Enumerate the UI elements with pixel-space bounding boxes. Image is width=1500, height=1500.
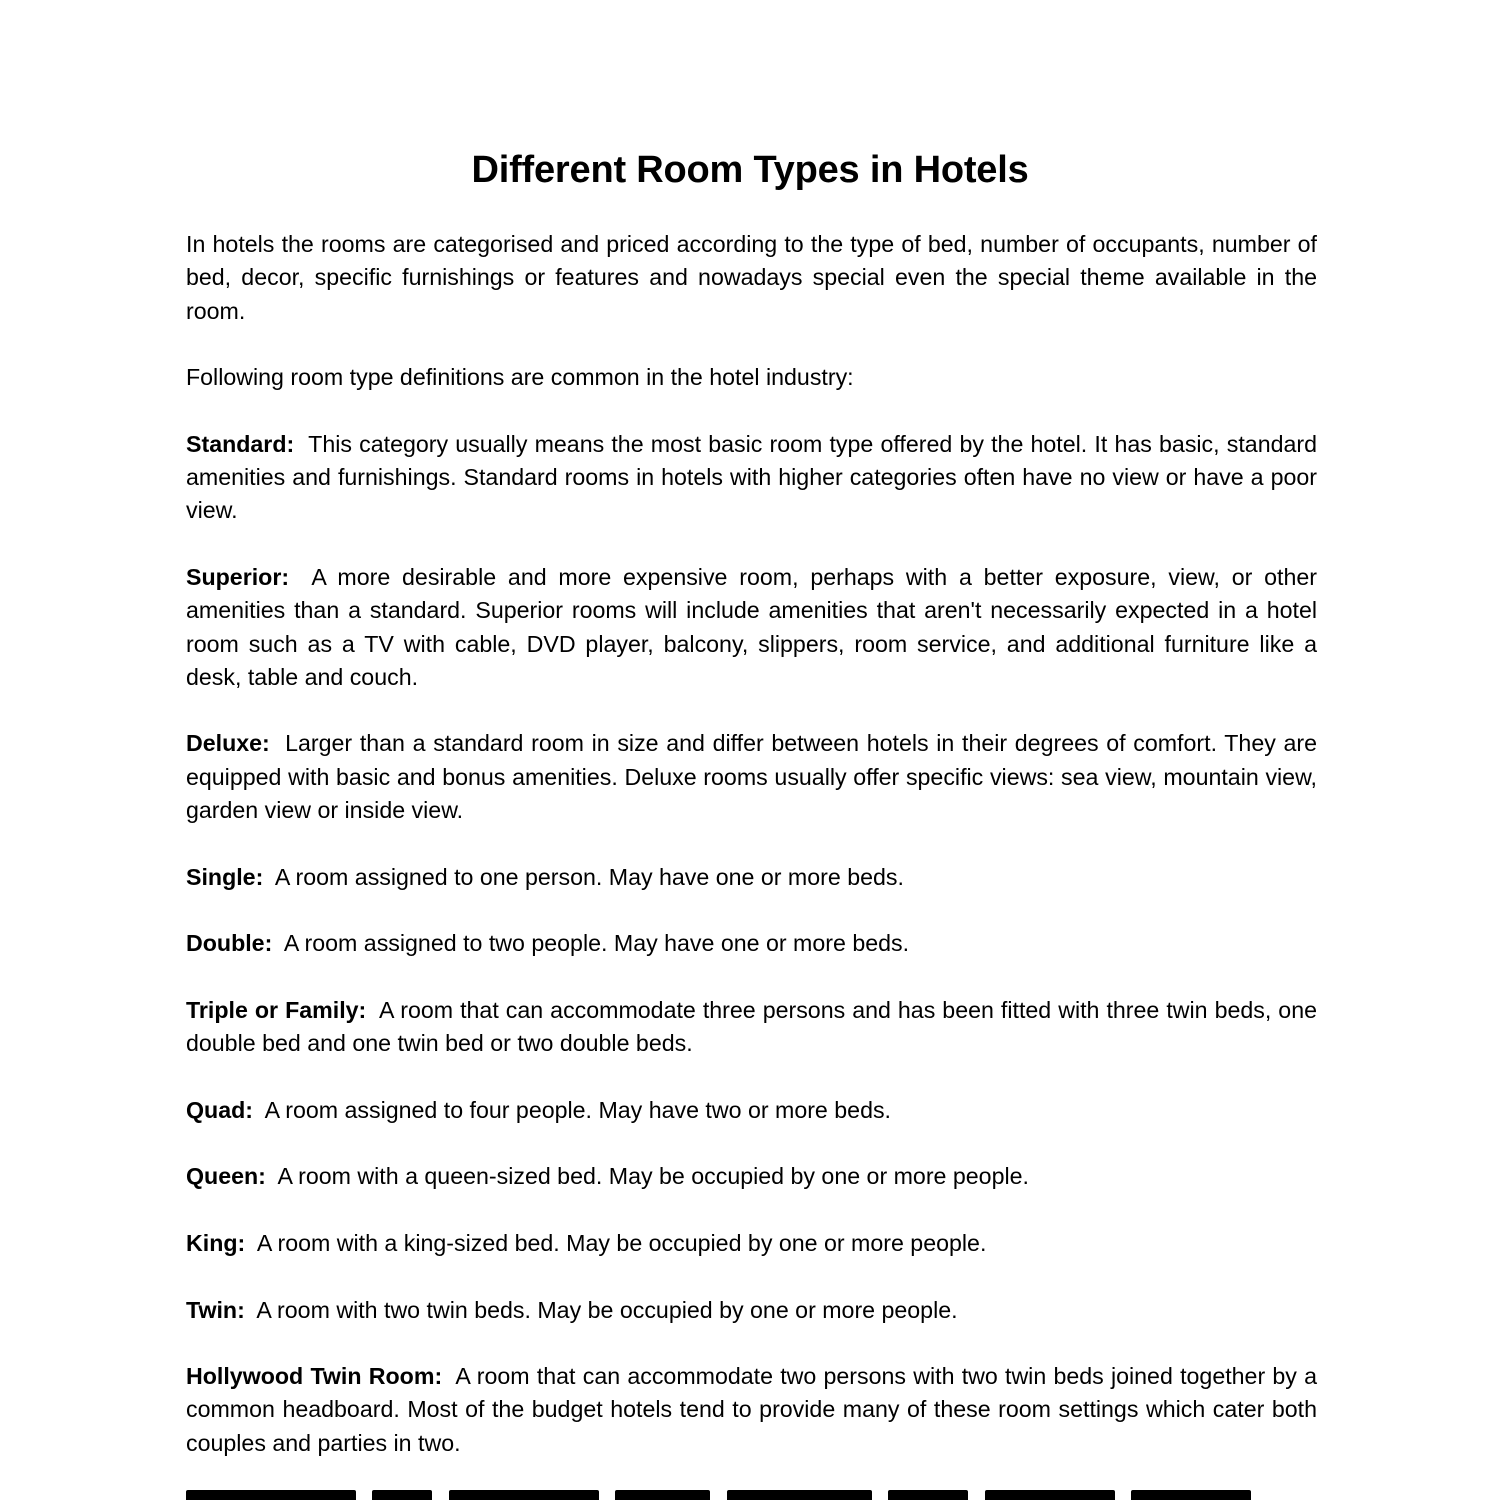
definition-quad bbox=[186, 1094, 1317, 1127]
definition-text: Larger than a standard room in size and differ between hotels in their degrees of comfort. They are equipped with basic and bonus amenities. Deluxe rooms usually offer specific views: sea view, mountain view, garden view or inside view. bbox=[186, 730, 1317, 824]
term-label: Single: bbox=[186, 863, 264, 890]
term-label: Triple or Family: bbox=[186, 996, 367, 1023]
definition-superior bbox=[186, 561, 1317, 694]
definition-triple-family bbox=[186, 994, 1317, 1061]
definition-text: A room with a queen-sized bed. May be occupied by one or more people. bbox=[277, 1163, 1029, 1190]
cropped-word bbox=[888, 1490, 968, 1500]
definition-deluxe bbox=[186, 727, 1317, 827]
cropped-word bbox=[1131, 1490, 1251, 1500]
definition-text: A room that can accommodate two persons with two twin beds joined together by a common headboard. Most of the budget hotels tend to provide many of these room settings which cater both couples and parties in two. bbox=[186, 1363, 1318, 1456]
definition-hollywood-twin bbox=[186, 1360, 1317, 1460]
definition-double bbox=[186, 927, 1317, 960]
definition-text: A room that can accommodate three persons and has been fitted with three twin beds, one double bed and one twin bed or two double beds. bbox=[186, 996, 1317, 1057]
intro-paragraph: In hotels the rooms are categorised and priced according to the type of bed, number of occupants, number of bed, decor, specific furnishings or features and nowadays special even the special theme available in the room. bbox=[186, 231, 1317, 324]
definition-text: A room assigned to four people. May have two or more beds. bbox=[264, 1096, 891, 1123]
term-label: Superior: bbox=[186, 563, 290, 590]
definition-king bbox=[186, 1227, 1317, 1260]
cropped-word bbox=[985, 1490, 1115, 1500]
definition-twin bbox=[186, 1294, 1317, 1327]
definition-queen bbox=[186, 1160, 1317, 1193]
cropped-word bbox=[372, 1490, 432, 1500]
definition-standard bbox=[186, 428, 1317, 528]
term-label: Double: bbox=[186, 930, 273, 957]
term-label: Deluxe: bbox=[186, 730, 270, 757]
definition-text: A room assigned to one person. May have one or more beds. bbox=[274, 863, 904, 890]
definition-single bbox=[186, 861, 1317, 894]
definition-text: A room with two twin beds. May be occupied by one or more people. bbox=[256, 1296, 958, 1323]
document-title: Different Room Types in Hotels bbox=[471, 149, 1029, 191]
term-label: King: bbox=[186, 1229, 246, 1256]
cropped-word bbox=[186, 1490, 356, 1500]
cropped-next-line bbox=[186, 1490, 1317, 1500]
term-label: Queen: bbox=[186, 1163, 266, 1190]
term-label: Standard: bbox=[186, 430, 295, 457]
term-label: Quad: bbox=[186, 1096, 253, 1123]
document-body bbox=[186, 228, 1317, 1493]
term-label: Hollywood Twin Room: bbox=[186, 1363, 443, 1390]
definition-text: A more desirable and more expensive room, perhaps with a better exposure, view, or other amenities than a standard. Superior rooms will include amenities that aren't necessarily expected in a hotel room such as a TV with cable, DVD player, balcony, slippers, room service, and additional furniture like a desk, table and couch. bbox=[186, 563, 1317, 690]
cropped-word bbox=[615, 1490, 710, 1500]
cropped-word bbox=[449, 1490, 599, 1500]
cropped-word bbox=[727, 1490, 872, 1500]
lead-paragraph: Following room type definitions are common in the hotel industry: bbox=[186, 364, 854, 391]
definition-text: This category usually means the most basic room type offered by the hotel. It has basic, standard amenities and furnishings. Standard rooms in hotels with higher categories often have no view or have a poor view. bbox=[186, 430, 1318, 524]
definition-text: A room with a king-sized bed. May be occupied by one or more people. bbox=[256, 1229, 987, 1256]
definition-text: A room assigned to two people. May have one or more beds. bbox=[283, 930, 910, 957]
term-label: Twin: bbox=[186, 1296, 245, 1323]
